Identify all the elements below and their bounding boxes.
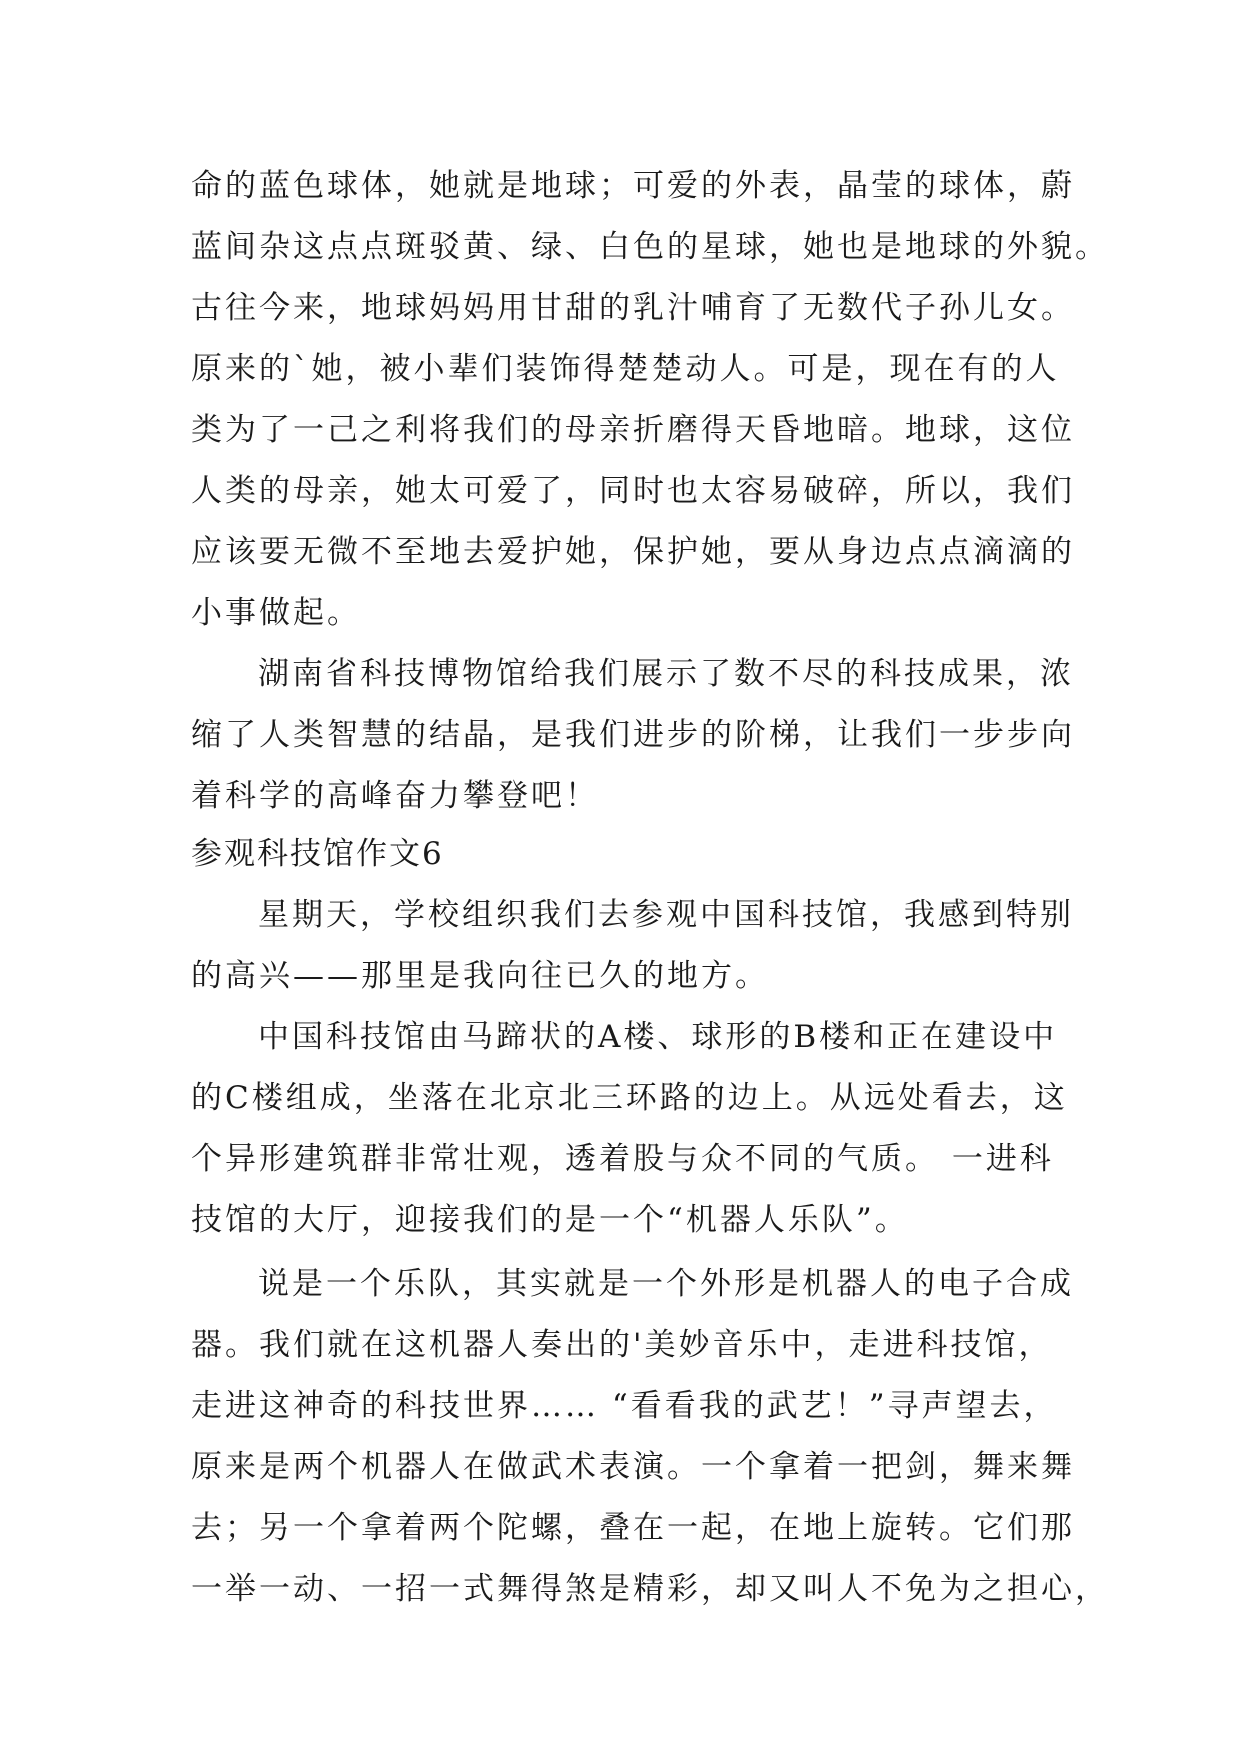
paragraph-line: 中国科技馆由马蹄状的A楼、球形的B楼和正在建设中 xyxy=(258,1019,1058,1055)
paragraph-line: 缩了人类智慧的结晶，是我们进步的阶梯，让我们一步步向 xyxy=(191,717,1075,753)
section-heading: 参观科技馆作文6 xyxy=(191,836,444,872)
paragraph-line: 的高兴——那里是我向往已久的地方。 xyxy=(191,958,769,994)
paragraph-line: 一举一动、一招一式舞得煞是精彩，却又叫人不免为之担心， xyxy=(191,1571,1109,1607)
paragraph-line: 着科学的高峰奋力攀登吧！ xyxy=(191,778,599,814)
paragraph-line: 星期天，学校组织我们去参观中国科技馆，我感到特别 xyxy=(258,897,1074,933)
paragraph-line: 走进这神奇的科技世界…… “看看我的武艺！”寻声望去， xyxy=(191,1388,1058,1424)
paragraph-line: 去；另一个拿着两个陀螺，叠在一起，在地上旋转。它们那 xyxy=(191,1510,1075,1546)
paragraph-line: 类为了一己之利将我们的母亲折磨得天昏地暗。地球，这位 xyxy=(191,412,1075,448)
paragraph-line: 湖南省科技博物馆给我们展示了数不尽的科技成果，浓 xyxy=(258,656,1074,692)
paragraph-line: 人类的母亲，她太可爱了，同时也太容易破碎，所以，我们 xyxy=(191,473,1075,509)
paragraph-line: 蓝间杂这点点斑驳黄、绿、白色的星球，她也是地球的外貌。 xyxy=(191,229,1109,265)
paragraph-line: 小事做起。 xyxy=(191,595,361,631)
paragraph-line: 应该要无微不至地去爱护她，保护她，要从身边点点滴滴的 xyxy=(191,534,1075,570)
paragraph-line: 原来是两个机器人在做武术表演。一个拿着一把剑，舞来舞 xyxy=(191,1449,1075,1485)
paragraph-line: 原来的`她，被小辈们装饰得楚楚动人。可是，现在有的人 xyxy=(191,351,1060,387)
paragraph-line: 个异形建筑群非常壮观，透着股与众不同的气质。 一进科 xyxy=(191,1141,1054,1177)
paragraph-line: 的C楼组成，坐落在北京北三环路的边上。从远处看去，这 xyxy=(191,1080,1068,1116)
paragraph-line: 技馆的大厅，迎接我们的是一个“机器人乐队”。 xyxy=(191,1202,909,1238)
paragraph-line: 器。我们就在这机器人奏出的'美妙音乐中，走进科技馆， xyxy=(191,1327,1053,1363)
paragraph-line: 命的蓝色球体，她就是地球；可爱的外表，晶莹的球体，蔚 xyxy=(191,168,1075,204)
paragraph-line: 古往今来，地球妈妈用甘甜的乳汁哺育了无数代子孙儿女。 xyxy=(191,290,1075,326)
paragraph-line: 说是一个乐队，其实就是一个外形是机器人的电子合成 xyxy=(258,1266,1074,1302)
